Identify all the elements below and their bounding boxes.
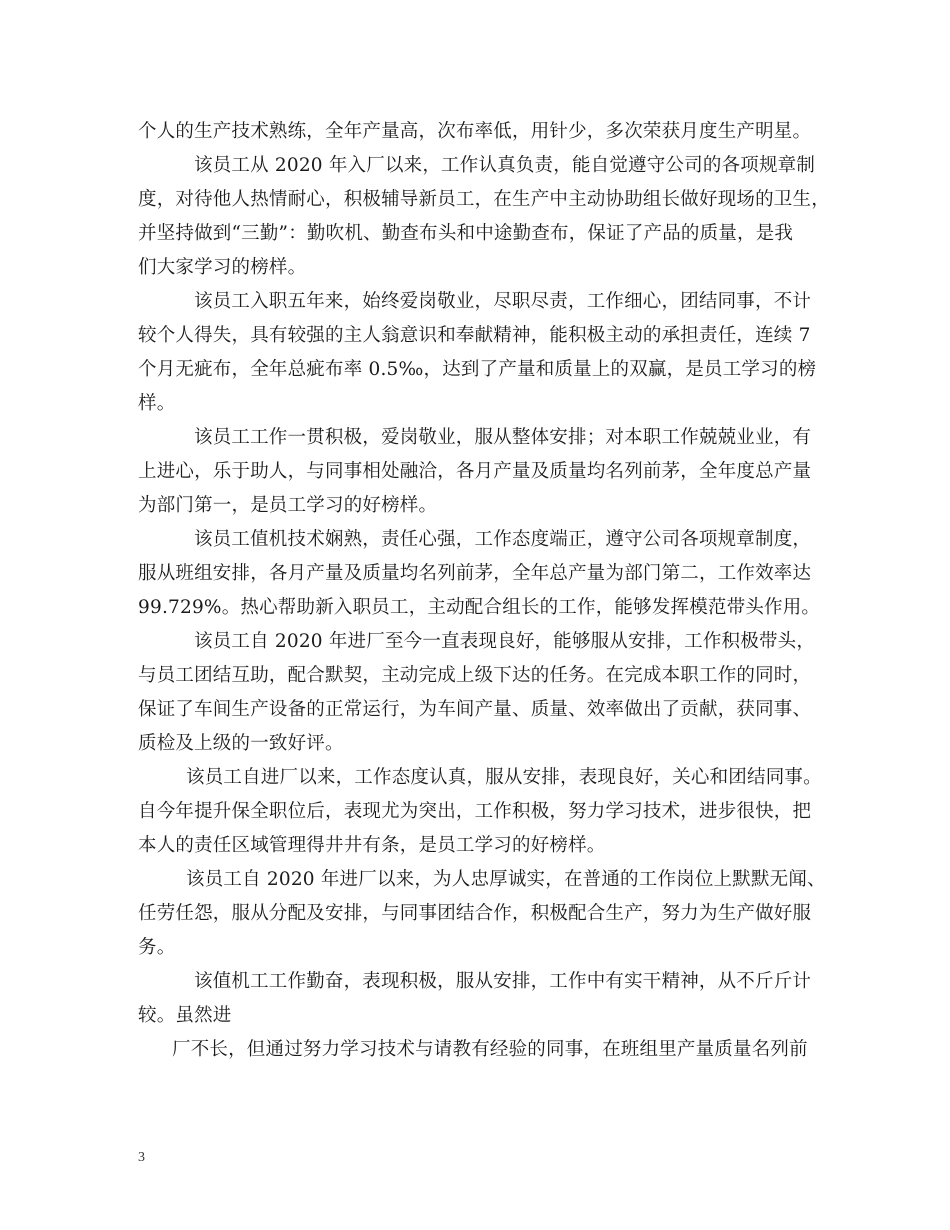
text-line: 度，对待他人热情耐心，积极辅导新员工，在生产中主动协助组长做好现场的卫生，: [138, 189, 830, 210]
text-line: 较个人得失，具有较强的主人翁意识和奉献精神，能积极主动的承担责任，连续 7: [138, 325, 811, 346]
text-line: 该值机工工作勤奋，表现积极，服从安排，工作中有实干精神，从不斤斤计: [194, 971, 812, 992]
text-line: 该员工值机技术娴熟，责任心强，工作态度端正，遵守公司各项规章制度，: [194, 529, 812, 550]
text-line: 99.729%。热心帮助新入职员工，主动配合组长的工作，能够发挥模范带头作用。: [138, 597, 821, 618]
text-line: 服从班组安排，各月产量及质量均名列前茅，全年总产量为部门第二，工作效率达: [138, 563, 812, 584]
text-line: 与员工团结互助，配合默契，主动完成上级下达的任务。在完成本职工作的同时，: [138, 665, 812, 686]
text-line: 样。: [138, 393, 176, 414]
text-line: 该员工入职五年来，始终爱岗敬业，尽职尽责，工作细心，团结同事，不计: [194, 291, 812, 312]
text-line: 较。虽然进: [138, 1005, 232, 1026]
text-line: 该员工自进厂以来，工作态度认真，服从安排，表现良好，关心和团结同事。: [186, 767, 822, 788]
text-line: 为部门第一，是员工学习的好榜样。: [138, 495, 438, 516]
text-line: 自今年提升保全职位后，表现尤为突出，工作积极，努力学习技术，进步很快，把: [138, 801, 812, 822]
text-line: 该员工自 2020 年进厂以来，为人忠厚诚实，在普通的工作岗位上默默无闻、: [186, 869, 826, 890]
text-line: 务。: [138, 937, 176, 958]
text-line: 质检及上级的一致好评。: [138, 733, 344, 754]
page-number: 3: [138, 1150, 145, 1165]
text-line: 该员工自 2020 年进厂至今一直表现良好，能够服从安排，工作积极带头，: [194, 631, 816, 652]
text-line: 厂不长，但通过努力学习技术与请教有经验的同事，在班组里产量质量名列前: [172, 1039, 808, 1060]
text-line: 任劳任怨，服从分配及安排，与同事团结合作，积极配合生产，努力为生产做好服: [138, 903, 812, 924]
text-line: 保证了车间生产设备的正常运行，为车间产量、质量、效率做出了贡献，获同事、: [138, 699, 812, 720]
text-line: 个人的生产技术熟练，全年产量高，次布率低，用针少，多次荣获月度生产明星。: [138, 121, 812, 142]
text-line: 个月无疵布，全年总疵布率 0.5‰，达到了产量和质量上的双赢，是员工学习的榜: [138, 359, 817, 380]
text-line: 该员工从 2020 年入厂以来，工作认真负责，能自觉遵守公司的各项规章制: [194, 155, 816, 176]
text-line: 该员工工作一贯积极，爱岗敬业，服从整体安排；对本职工作兢兢业业，有: [194, 427, 812, 448]
text-line: 们大家学习的榜样。: [138, 257, 307, 278]
text-line: 上进心，乐于助人，与同事相处融洽，各月产量及质量均名列前茅，全年度总产量: [138, 461, 812, 482]
text-line: 并坚持做到“三勤”：勤吹机、勤查布头和中途勤查布，保证了产品的质量，是我: [138, 223, 794, 244]
text-line: 本人的责任区域管理得井井有条，是员工学习的好榜样。: [138, 835, 606, 856]
